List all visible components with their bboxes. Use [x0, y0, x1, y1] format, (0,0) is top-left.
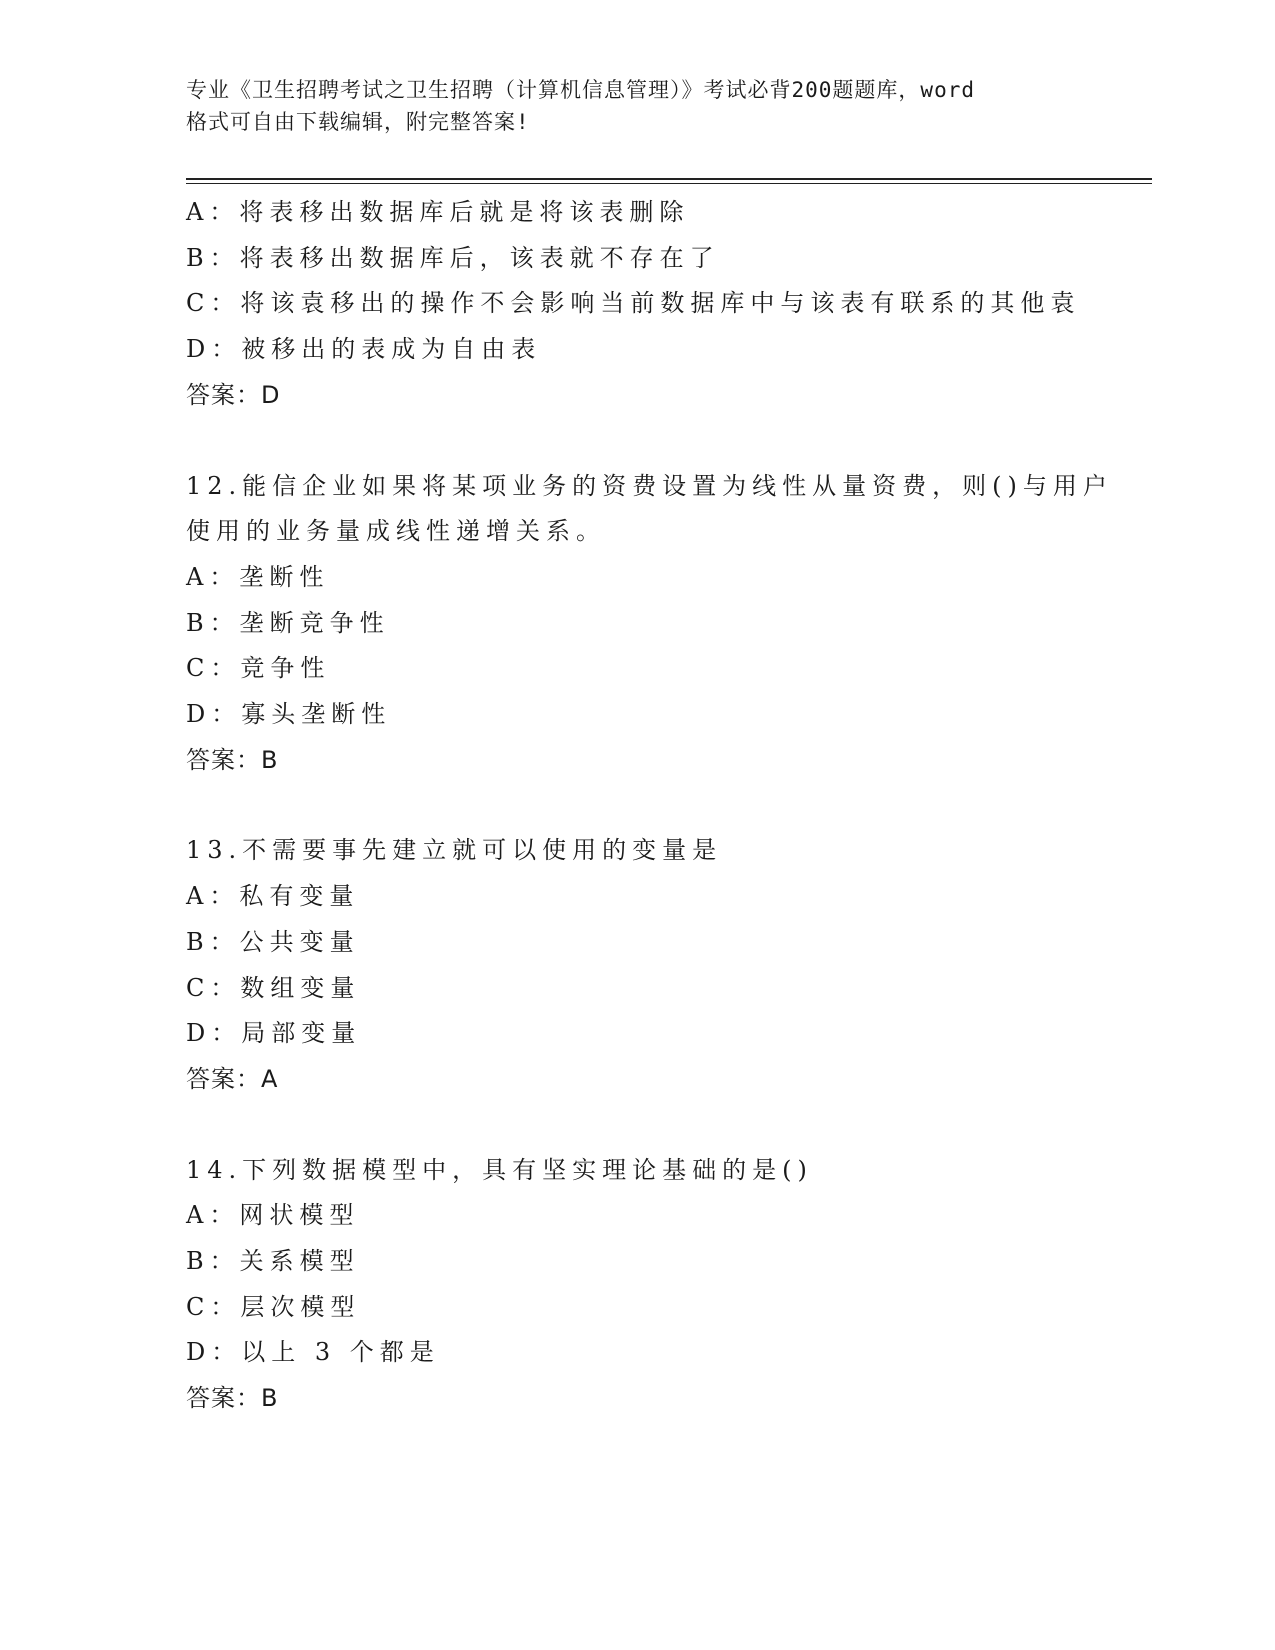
- question-13: [186, 828, 1086, 1102]
- option-c: C：竞争性: [186, 654, 331, 683]
- option-c: C：数组变量: [186, 973, 361, 1002]
- option-a: A：垄断性: [186, 562, 330, 591]
- header-line-1: 专业《卫生招聘考试之卫生招聘（计算机信息管理）》考试必背200题题库，word: [186, 78, 975, 102]
- header-rule-thin: [186, 183, 1152, 184]
- option-a: A：私有变量: [186, 882, 360, 911]
- question-list: [186, 190, 1113, 1422]
- option-a: A：网状模型: [186, 1201, 360, 1230]
- answer: 答案：A: [186, 1064, 279, 1093]
- option-d: D：局部变量: [186, 1019, 362, 1048]
- option-b: B：垄断竞争性: [186, 608, 390, 637]
- question-stem-line-2: 使用的业务量成线性递增关系。: [186, 517, 606, 546]
- option-d: D：被移出的表成为自由表: [186, 335, 542, 364]
- option-b: B：将表移出数据库后，该表就不存在了: [186, 243, 720, 272]
- question-14: [186, 1148, 1086, 1422]
- option-c: C：层次模型: [186, 1292, 361, 1321]
- answer: 答案：B: [186, 745, 279, 774]
- header-line-2: 格式可自由下载编辑，附完整答案!: [186, 110, 530, 134]
- question-12: [186, 464, 1113, 784]
- question-11-continued: [186, 190, 1086, 419]
- option-b: B：公共变量: [186, 927, 360, 956]
- option-c: C：将该袁移出的操作不会影响当前数据库中与该表有联系的其他袁: [186, 289, 1081, 318]
- answer: 答案：D: [186, 380, 281, 409]
- document-header: [186, 74, 1086, 138]
- question-stem: 13.不需要事先建立就可以使用的变量是: [186, 836, 723, 865]
- option-d: D：寡头垄断性: [186, 700, 392, 729]
- question-stem-line-1: 12.能信企业如果将某项业务的资费设置为线性从量资费，则()与用户: [186, 471, 1113, 500]
- option-b: B：关系模型: [186, 1247, 360, 1276]
- option-d: D：以上 3 个都是: [186, 1338, 440, 1367]
- question-stem: 14.下列数据模型中，具有坚实理论基础的是(): [186, 1155, 813, 1184]
- header-rule-thick: [186, 178, 1152, 180]
- answer: 答案：B: [186, 1384, 279, 1413]
- option-a: A：将表移出数据库后就是将该表删除: [186, 198, 690, 226]
